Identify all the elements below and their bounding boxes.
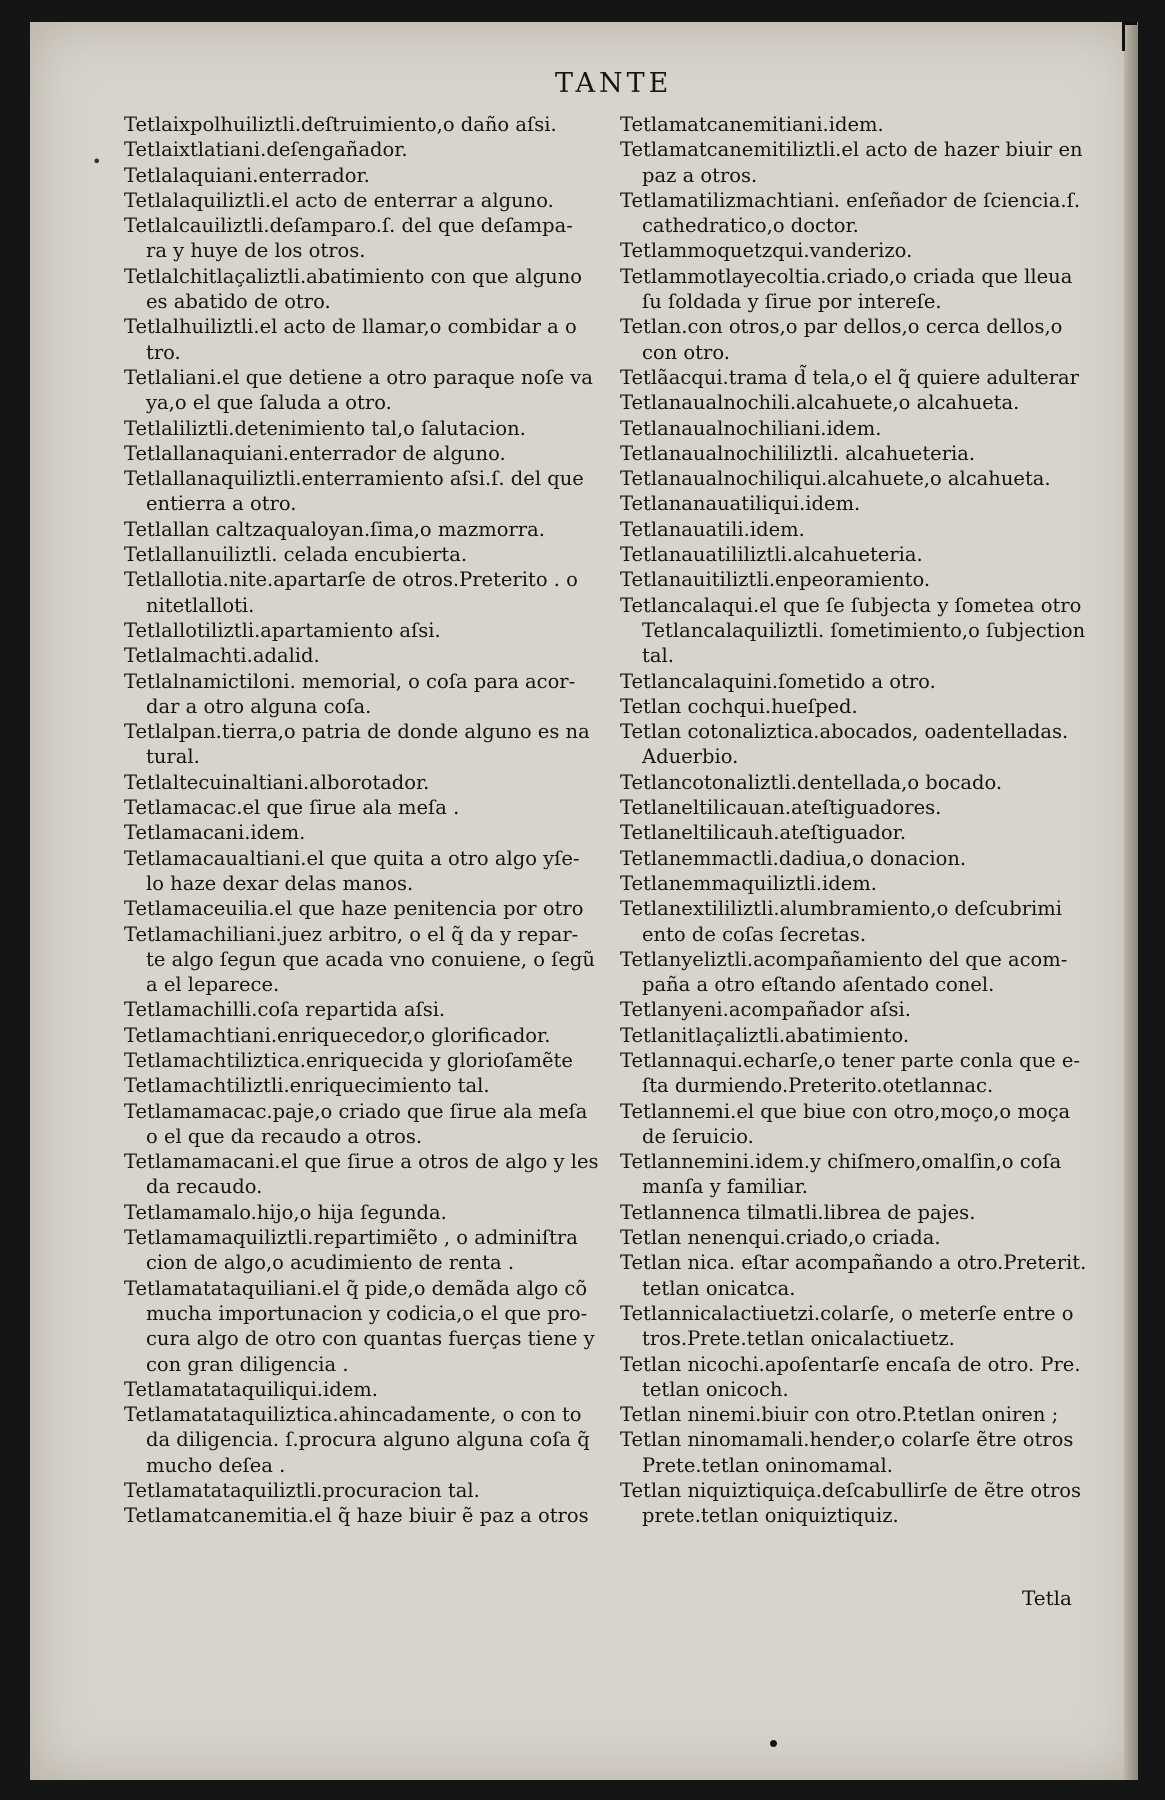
dictionary-entry-line: Tetlamachiliani.juez arbitro, o el q̃ da y repar- xyxy=(124,922,579,946)
dictionary-entry-line: Tetlaixtlatiani.deſengañador. xyxy=(124,138,408,162)
dictionary-entry-line: Tetlamacac.el que ſirue ala meſa . xyxy=(124,796,460,820)
entry-continuation-line: tetlan onicoch. xyxy=(642,1377,789,1401)
entry-continuation-line: ſta durmiendo.Preterito.otetlannac. xyxy=(642,1074,994,1098)
dictionary-entry-line: Tetlamatataquiliztica.ahincadamente, o con to xyxy=(124,1403,582,1427)
dictionary-entry-line: Tetlalnamictiloni. memorial, o coſa para acor- xyxy=(124,669,576,693)
dictionary-entry-line: Tetlalhuiliztli.el acto de llamar,o combidar a o xyxy=(124,315,577,339)
entry-continuation-line: entierra a otro. xyxy=(146,492,297,516)
dictionary-entry-line: Tetlan ninomamali.hender,o colarſe ẽtre otros xyxy=(620,1428,1074,1452)
dictionary-entry-line: Tetlanextililiztli.alumbramiento,o deſcubrimi xyxy=(620,897,1062,921)
dictionary-entry-line: Tetlancotonaliztli.dentellada,o bocado. xyxy=(620,770,1003,794)
dictionary-entry-line: Tetlan nenenqui.criado,o criada. xyxy=(620,1226,941,1250)
dictionary-entry-line: Tetlallotiliztli.apartamiento aſsi. xyxy=(124,618,441,642)
dictionary-entry-line: Tetlalchitlaçaliztli.abatimiento con que alguno xyxy=(124,264,582,288)
dictionary-entry-line: Tetlallanuiliztli. celada encubierta. xyxy=(124,543,468,567)
margin-mark-icon: • xyxy=(92,152,102,171)
dictionary-entry-line: Tetlãacqui.trama d̃ tela,o el q̃ quiere adulterar xyxy=(620,365,1079,389)
running-header: TANTE xyxy=(555,68,673,99)
dictionary-entry-line: Tetlanauatililiztli.alcahueteria. xyxy=(620,543,923,567)
dictionary-entry-line: Tetlancalaqui.el que ſe ſubjecta y ſometea otro xyxy=(620,593,1082,617)
entry-continuation-line: manſa y familiar. xyxy=(642,1175,808,1199)
dictionary-entry-line: Tetlanaualnochiliani.idem. xyxy=(620,416,882,440)
dictionary-entry-line: Tetlamamalo.hijo,o hija ſegunda. xyxy=(124,1200,447,1224)
dictionary-entry-line: Tetlallanaquiliztli.enterramiento aſsi.ſ. del que xyxy=(124,467,584,491)
dictionary-entry-line: Tetlaliani.el que detiene a otro paraque noſe va xyxy=(124,365,593,389)
dictionary-entry-line: Tetlamachtiani.enriquecedor,o glorificador. xyxy=(124,1023,551,1047)
dictionary-entry-line: Tetlamaceuilia.el que haze penitencia por otro xyxy=(124,897,584,921)
dictionary-entry-line: Tetlan cotonaliztica.abocados, oadentelladas. xyxy=(620,720,1069,744)
dictionary-entry-line: Tetlanemmaquiliztli.idem. xyxy=(620,871,877,895)
dictionary-entry-line: Tetlammotlayecoltia.criado,o criada que lleua xyxy=(620,264,1073,288)
dictionary-entry-line: Tetlannemini.idem.y chiſmero,omalſin,o coſa xyxy=(620,1150,1062,1174)
entry-continuation-line: prete.tetlan oniquiztiquiz. xyxy=(642,1504,899,1528)
entry-continuation-line: Tetlancalaquiliztli. ſometimiento,o ſubjection xyxy=(642,618,1086,642)
entry-continuation-line: cion de algo,o acudimiento de renta . xyxy=(146,1251,515,1275)
page-gutter xyxy=(1124,22,1138,1780)
dictionary-entry-line: Tetlanaualnochili.alcahuete,o alcahueta. xyxy=(620,391,1020,415)
dictionary-entry-line: Tetlamatcanemitia.el q̃ haze biuir ẽ paz a otros xyxy=(124,1504,589,1528)
entry-continuation-line: tal. xyxy=(642,644,674,668)
dictionary-entry-line: Tetlamamaquiliztli.repartimiẽto , o adminiſtra xyxy=(124,1226,578,1250)
dictionary-entry-line: Tetlancalaquini.ſometido a otro. xyxy=(620,669,936,693)
dictionary-entry-line: Tetlaneltilicauh.ateſtiguador. xyxy=(620,821,907,845)
dictionary-entry-line: Tetlan.con otros,o par dellos,o cerca dellos,o xyxy=(620,315,1063,339)
dictionary-entry-line: Tetlallan caltzaqualoyan.ſima,o mazmorra. xyxy=(124,517,545,541)
dictionary-entry-line: Tetlamacani.idem. xyxy=(124,821,306,845)
dictionary-entry-line: Tetlalpan.tierra,o patria de donde alguno es na xyxy=(124,720,590,744)
entry-continuation-line: Aduerbio. xyxy=(642,745,739,769)
dictionary-entry-line: Tetlamatcanemitiliztli.el acto de hazer biuir en xyxy=(620,138,1083,162)
entry-continuation-line: mucho deſea . xyxy=(146,1453,286,1477)
dictionary-entry-line: Tetlamamacac.paje,o criado que ſirue ala meſa xyxy=(124,1099,588,1123)
entry-continuation-line: ya,o el que ſaluda a otro. xyxy=(146,391,392,415)
dictionary-entry-line: Tetlamachilli.coſa repartida aſsi. xyxy=(124,998,446,1022)
dictionary-entry-line: Tetlanyeliztli.acompañamiento del que acom- xyxy=(620,947,1068,971)
entry-continuation-line: Prete.tetlan oninomamal. xyxy=(642,1453,893,1477)
dictionary-entry-line: Tetlalaquiani.enterrador. xyxy=(124,163,370,187)
entry-continuation-line: mucha importunacion y codicia,o el que pro- xyxy=(146,1301,588,1325)
dictionary-entry-line: Tetlallotia.nite.apartarſe de otros.Preterito . o xyxy=(124,568,578,592)
right-column xyxy=(620,112,1108,1529)
dictionary-entry-line: Tetlalaquiliztli.el acto de enterrar a alguno. xyxy=(124,188,554,212)
dictionary-entry-line: Tetlaixpolhuiliztli.deſtruimiento,o daño aſsi. xyxy=(124,113,557,136)
dictionary-entry-line: Tetlannaqui.echarſe,o tener parte conla que e- xyxy=(620,1048,1081,1072)
catchword: Tetla xyxy=(1022,1586,1072,1610)
dictionary-entry-line: Tetlamatcanemitiani.idem. xyxy=(620,113,884,136)
entry-continuation-line: cura algo de otro con quantas fuerças tiene y xyxy=(146,1327,595,1351)
entry-continuation-line: ra y huye de los otros. xyxy=(146,239,366,263)
entry-continuation-line: a el leparece. xyxy=(146,973,280,997)
entry-continuation-line: tro. xyxy=(146,340,181,364)
entry-continuation-line: con gran diligencia . xyxy=(146,1352,349,1376)
entry-continuation-line: paz a otros. xyxy=(642,163,758,187)
entry-continuation-line: es abatido de otro. xyxy=(146,290,331,314)
dictionary-entry-line: Tetlanyeni.acompañador aſsi. xyxy=(620,998,911,1022)
dictionary-entry-line: Tetlanauatili.idem. xyxy=(620,517,805,541)
entry-continuation-line: ento de coſas ſecretas. xyxy=(642,922,867,946)
dictionary-entry-line: Tetlamatilizmachtiani. enſeñador de ſciencia.ſ. xyxy=(620,188,1081,212)
dictionary-entry-line: Tetlannemi.el que biue con otro,moço,o moça xyxy=(620,1099,1071,1123)
dictionary-entry-line: Tetlannenca tilmatli.librea de pajes. xyxy=(620,1200,976,1224)
entry-continuation-line: da diligencia. ſ.procura alguno alguna coſa q̃ xyxy=(146,1428,590,1452)
entry-continuation-line: tural. xyxy=(146,745,200,769)
dictionary-entry-line: Tetlananauatiliqui.idem. xyxy=(620,492,861,516)
dictionary-entry-line: Tetlan ninemi.biuir con otro.P.tetlan oniren ; xyxy=(620,1403,1059,1427)
dictionary-entry-line: Tetlan niquiztiquiça.deſcabullirſe de ẽtre otros xyxy=(620,1479,1082,1503)
dictionary-entry-line: Tetlamatataquiliani.el q̃ pide,o demãda algo cõ xyxy=(124,1276,588,1300)
dictionary-entry-line: Tetlanemmactli.dadiua,o donacion. xyxy=(620,846,967,870)
page-corner-mark xyxy=(1122,22,1137,51)
entry-continuation-line: cathedratico,o doctor. xyxy=(642,214,859,238)
dictionary-entry-line: Tetlaltecuinaltiani.alborotador. xyxy=(124,770,430,794)
dictionary-entry-line: Tetlamamacani.el que ſirue a otros de algo y les xyxy=(124,1150,599,1174)
dictionary-entry-line: Tetlanitlaçaliztli.abatimiento. xyxy=(620,1023,910,1047)
entry-continuation-line: o el que da recaudo a otros. xyxy=(146,1124,423,1148)
dictionary-entry-line: Tetlamacaualtiani.el que quita a otro algo yſe- xyxy=(124,846,580,870)
dictionary-entry-line: Tetlamatataquiliztli.procuracion tal. xyxy=(124,1479,480,1503)
dictionary-entry-line: Tetlamatataquiliqui.idem. xyxy=(124,1377,378,1401)
dictionary-entry-line: Tetlanauitiliztli.enpeoramiento. xyxy=(620,568,931,592)
entry-continuation-line: ſu ſoldada y ſirue por intereſe. xyxy=(642,290,942,314)
left-column xyxy=(124,112,624,1529)
dictionary-entry-line: Tetlammoquetzqui.vanderizo. xyxy=(620,239,913,263)
entry-continuation-line: tros.Prete.tetlan onicalactiuetz. xyxy=(642,1327,955,1351)
dictionary-entry-line: Tetlan cochqui.hueſped. xyxy=(620,694,858,718)
entry-continuation-line: lo haze dexar delas manos. xyxy=(146,871,414,895)
entry-continuation-line: dar a otro alguna coſa. xyxy=(146,694,372,718)
dictionary-entry-line: Tetlanaualnochililiztli. alcahueteria. xyxy=(620,441,976,465)
entry-continuation-line: nitetlalloti. xyxy=(146,593,255,617)
dictionary-entry-line: Tetlan nica. eſtar acompañando a otro.Preterit. xyxy=(620,1251,1087,1275)
entry-continuation-line: da recaudo. xyxy=(146,1175,263,1199)
dictionary-entry-line: Tetlannicalactiuetzi.colarſe, o meterſe entre o xyxy=(620,1301,1074,1325)
dictionary-entry-line: Tetlalcauiliztli.deſamparo.ſ. del que deſampa- xyxy=(124,214,573,238)
entry-continuation-line: con otro. xyxy=(642,340,730,364)
dictionary-entry-line: Tetlallanaquiani.enterrador de alguno. xyxy=(124,441,506,465)
entry-continuation-line: tetlan onicatca. xyxy=(642,1276,796,1300)
page-dot-mark xyxy=(770,1740,777,1747)
entry-continuation-line: paña a otro eſtando aſentado conel. xyxy=(642,973,995,997)
entry-continuation-line: te algo ſegun que acada vno conuiene, o ſegũ xyxy=(146,947,595,971)
dictionary-entry-line: Tetlanaualnochiliqui.alcahuete,o alcahueta. xyxy=(620,467,1051,491)
dictionary-entry-line: Tetlalmachti.adalid. xyxy=(124,644,320,668)
dictionary-entry-line: Tetlaliliztli.detenimiento tal,o ſalutacion. xyxy=(124,416,526,440)
dictionary-entry-line: Tetlaneltilicauan.ateſtiguadores. xyxy=(620,796,942,820)
entry-continuation-line: de ſeruicio. xyxy=(642,1124,754,1148)
dictionary-entry-line: Tetlan nicochi.apoſentarſe encaſa de otro. Pre. xyxy=(620,1352,1081,1376)
dictionary-entry-line: Tetlamachtiliztli.enriquecimiento tal. xyxy=(124,1074,490,1098)
dictionary-entry-line: Tetlamachtiliztica.enriquecida y glorioſamẽte xyxy=(124,1048,573,1072)
